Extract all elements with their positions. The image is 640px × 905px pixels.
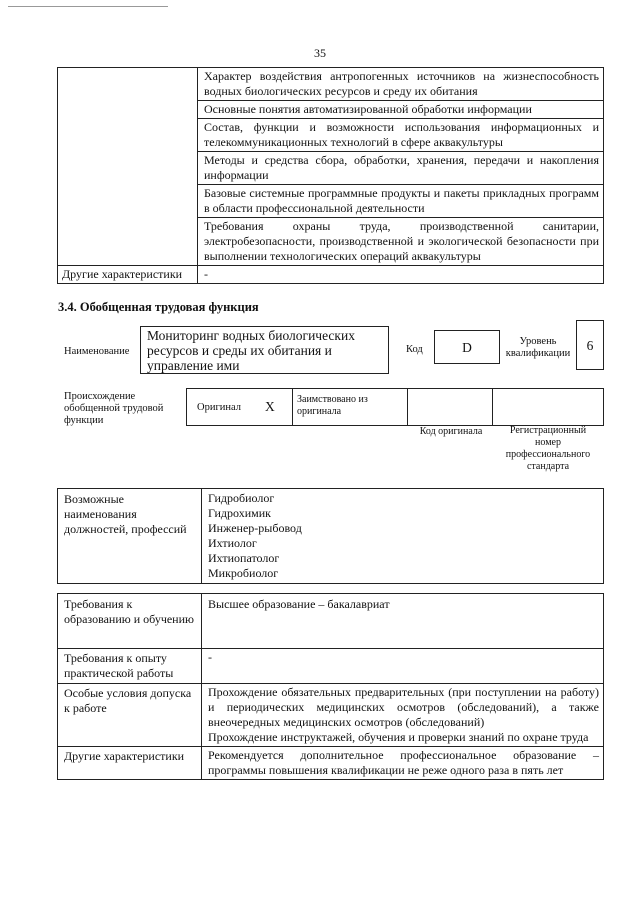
other-characteristics-value: - (198, 266, 604, 284)
origin-label: Происхождение обобщенной трудовой функции (64, 391, 164, 426)
name-label: Наименование (64, 346, 130, 357)
experience-value: - (202, 649, 604, 684)
requirements-table (57, 593, 604, 780)
position-item: Ихтиопатолог (208, 551, 280, 565)
table-row (58, 684, 604, 747)
original-mark: X (265, 399, 275, 414)
borrowed-label: Заимствовано из оригинала (297, 394, 368, 417)
knowledge-item: Состав, функции и возможности использования информационных и телекоммуникационных технологий в сфере аквакультуры (198, 119, 604, 152)
positions-label: Возможные наименования должностей, профессий (58, 489, 202, 584)
name-value: Мониторинг водных биологических ресурсов и среды их обитания и управление ими (147, 328, 355, 373)
table-row (58, 68, 604, 101)
level-value-box (576, 320, 604, 370)
knowledge-item: Характер воздействия антропогенных источников на жизнеспособность водных биологических ресурсов и среду их обитания (198, 68, 604, 101)
code-label: Код (406, 344, 423, 355)
req-other-label: Другие характеристики (58, 747, 202, 780)
knowledge-item: Базовые системные программные продукты и пакеты прикладных программ в области профессиональной деятельности (198, 185, 604, 218)
code-original-label: Код оригинала (419, 426, 483, 437)
table-row (58, 266, 604, 284)
positions-list (202, 489, 604, 584)
table-row (58, 594, 604, 649)
experience-label: Требования к опыту практической работы (58, 649, 202, 684)
page-number: 35 (314, 46, 326, 60)
special-value-medical: Прохождение обязательных предварительных (при поступлении на работу) и периодических медицинских осмотров (обследований), а также внеочередных медицинских осмотров (обследований) (208, 685, 599, 729)
special-value (202, 684, 604, 747)
code-value: D (462, 340, 472, 355)
special-value-training: Прохождение инструктажей, обучения и проверки знаний по охране труда (208, 730, 589, 744)
reg-number-box (492, 388, 604, 426)
knowledge-item: Методы и средства сбора, обработки, хранения, передачи и накопления информации (198, 152, 604, 185)
special-label: Особые условия допуска к работе (58, 684, 202, 747)
positions-table (57, 488, 604, 584)
original-box (186, 388, 293, 426)
table-row (58, 747, 604, 780)
knowledge-item: Основные понятия автоматизированной обработки информации (198, 101, 604, 119)
original-label: Оригинал (197, 402, 241, 413)
code-original-box (407, 388, 493, 426)
code-value-box (434, 330, 500, 364)
position-item: Микробиолог (208, 566, 279, 580)
position-item: Гидробиолог (208, 491, 275, 505)
empty-label-cell (58, 68, 198, 266)
knowledge-table (57, 67, 604, 284)
position-item: Гидрохимик (208, 506, 271, 520)
scan-artifact-line (8, 6, 168, 7)
req-other-value: Рекомендуется дополнительное профессиональное образование – программы повышения квалификации не реже одного раза в пять лет (202, 747, 604, 780)
education-label: Требования к образованию и обучению (58, 594, 202, 649)
level-value: 6 (586, 338, 594, 353)
table-row (58, 649, 604, 684)
table-row (58, 489, 604, 584)
other-characteristics-label: Другие характеристики (58, 266, 198, 284)
name-value-box (140, 326, 389, 374)
position-item: Ихтиолог (208, 536, 257, 550)
reg-number-label: Регистрационный номер профессионального стандарта (505, 425, 591, 472)
education-value: Высшее образование – бакалавриат (202, 594, 604, 649)
borrowed-box (292, 388, 408, 426)
position-item: Инженер-рыбовод (208, 521, 302, 535)
knowledge-item: Требования охраны труда, производственной санитарии, электробезопасности, производственной и экологической безопасности при выполнении технологических операций аквакультуры (198, 218, 604, 266)
level-label: Уровень квалификации (505, 336, 571, 359)
section-title: 3.4. Обобщенная трудовая функция (58, 300, 259, 314)
